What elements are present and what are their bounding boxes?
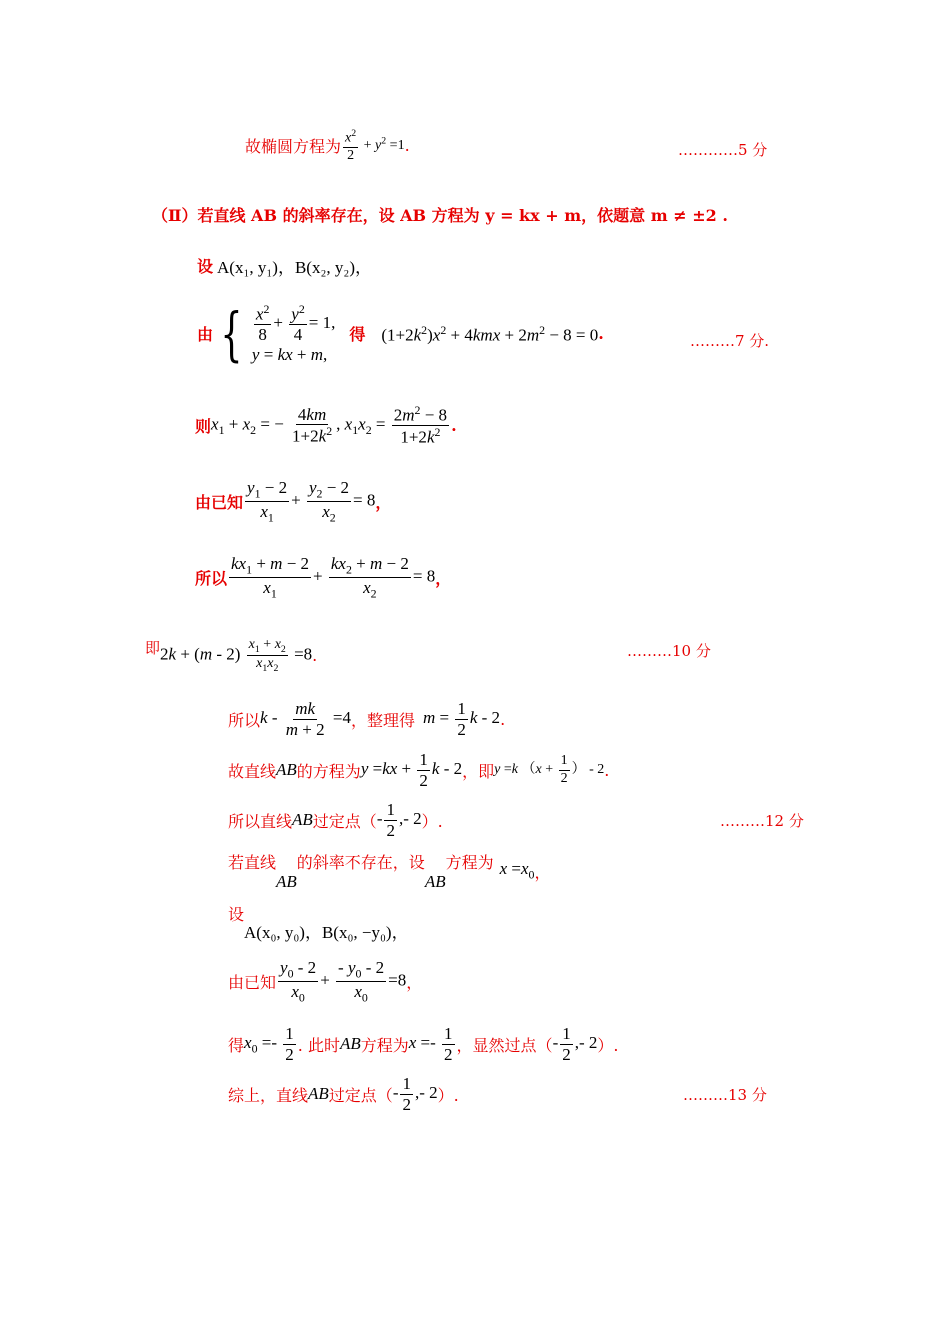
vertical-points: A(x₀, y₀)，B(x₀, −y₀)，	[244, 923, 409, 942]
ab-label: AB	[276, 872, 297, 891]
vieta-eq: $x_1 + x_2$ = − $\frac{4km}{1+2k^2}$ , $x_1x_2$ = $\frac{2m^2 - 8}{1+2k^2}$	[211, 403, 448, 447]
points-eq: A(x₁, y₁)，B(x₂, y₂)，	[217, 258, 372, 277]
simplify-eq: 2k + (m - 2) $\frac{x_1 + x_2}{x_1x_2}$ =8	[160, 637, 313, 674]
text: 过定点（	[328, 1085, 393, 1105]
text: 若直线	[228, 853, 277, 872]
ab-label: AB	[292, 810, 313, 830]
text: 故直线	[228, 761, 277, 781]
text: 得	[228, 1035, 245, 1055]
ellipse-equation: $\frac{x^2}{2}$ + $y^2 =1$	[345, 128, 405, 163]
end: .	[598, 324, 604, 344]
given-eq: $\frac{y_1 - 2}{x_1}$ + $\frac{y_2 - 2}{x_2}$ = 8	[247, 478, 376, 525]
relation-line	[228, 699, 505, 739]
text: ，整理得	[350, 710, 415, 730]
ab-label: AB	[339, 1034, 361, 1054]
end: .	[604, 760, 610, 780]
ellipse-equation-line	[245, 128, 410, 164]
vertical-given-line	[228, 958, 422, 1005]
end: ，	[435, 569, 452, 589]
conclusion-line	[228, 1074, 459, 1114]
system-equations: $\frac{x^2}{8}$ + $\frac{y^2}{4}$ = 1, y = kx + m,	[251, 302, 336, 364]
fixed-point: - $\frac{1}{2}$ ,- 2	[376, 800, 422, 840]
text: 方程为	[445, 853, 494, 872]
vertical-points-line	[228, 902, 409, 943]
x0-eq: $x_0$ =- $\frac{1}{2}$	[244, 1024, 294, 1064]
text: 得	[349, 325, 366, 345]
text: 故椭圆方程为	[245, 137, 342, 157]
end: .	[404, 136, 410, 156]
end: ，	[534, 862, 551, 882]
text: 由	[197, 325, 214, 345]
end: ）.	[437, 1085, 459, 1105]
vertical-eq: $x =x_0$	[499, 859, 535, 882]
text: 所以	[228, 710, 261, 730]
text: . 此时	[297, 1035, 340, 1055]
end: ）.	[421, 811, 443, 831]
end: ）.	[597, 1035, 619, 1055]
text: ，即	[462, 761, 495, 781]
end: ，	[406, 973, 423, 993]
no-slope-line	[228, 850, 551, 892]
line-equation-line	[228, 750, 609, 790]
text: 方程为	[360, 1035, 409, 1055]
ab-label: AB	[308, 1084, 329, 1104]
score-13: ………13 分	[683, 1086, 767, 1104]
text: ，显然过点（	[456, 1035, 553, 1055]
points-line	[197, 253, 372, 278]
text: 则	[195, 417, 212, 437]
x0-result-line	[228, 1024, 619, 1064]
text: 综上，直线	[228, 1085, 309, 1105]
fixed-point-line	[228, 800, 443, 840]
vertical-given-eq: $\frac{y_0 - 2}{x_0}$ + $\frac{- y_0 - 2}{x_0}$ =8	[280, 958, 407, 1005]
given-line	[195, 478, 391, 525]
text: 设	[228, 905, 245, 924]
score-5: …………5 分	[678, 141, 768, 159]
brace: {	[220, 299, 243, 368]
fixed-point: - $\frac{1}{2}$ ,- 2	[392, 1074, 438, 1114]
substitute-eq: $\frac{kx_1 + m - 2}{x_1}$ + $\frac{kx_2 + m - 2}{x_2}$ = 8	[231, 554, 436, 601]
system-line	[197, 299, 604, 368]
text: 所以	[195, 569, 228, 589]
text: 由已知	[195, 493, 244, 513]
simplify-line	[145, 637, 317, 674]
ab-label: AB	[424, 872, 446, 891]
relation-eq: k - $\frac{mk}{m + 2}$ =4	[260, 699, 351, 739]
part-two-heading	[152, 203, 728, 226]
m-eq: m = $\frac{1}{2}$ k - 2	[422, 699, 501, 739]
line-eq: y =kx + $\frac{1}{2}$ k - 2	[360, 750, 463, 790]
line-eq-factored: y =k （x + $\frac{1}{2}$ ） - 2	[494, 753, 605, 786]
vieta-line	[195, 404, 457, 447]
substitute-line	[195, 554, 451, 601]
text: 所以直线	[228, 811, 293, 831]
text: 即	[145, 639, 161, 657]
fixed-point: - $\frac{1}{2}$ ,- 2	[552, 1024, 598, 1064]
score-10: ………10 分	[627, 642, 711, 660]
score-7: ………7 分.	[690, 332, 770, 350]
x-eq: x =- $\frac{1}{2}$	[408, 1024, 453, 1064]
text: 过定点（	[312, 811, 377, 831]
score-12: ………12 分	[720, 812, 804, 830]
end: .	[312, 646, 318, 666]
text: 由已知	[228, 973, 277, 993]
end: .	[451, 416, 457, 436]
text: 设	[197, 257, 214, 276]
part-two-text: （Ⅱ）若直线 AB 的斜率存在，设 AB 方程为 y = kx + m，依题意 m ≠ ±2 .	[152, 206, 728, 225]
end: ，	[375, 493, 392, 513]
quadratic-eq: $(1+2k^2)x^2 + 4kmx + 2m^2 - 8 = 0$	[381, 322, 599, 345]
end: .	[500, 709, 506, 729]
text: 的斜率不存在，设	[296, 853, 425, 872]
text: 的方程为	[296, 761, 361, 781]
ab-label: AB	[276, 760, 297, 780]
